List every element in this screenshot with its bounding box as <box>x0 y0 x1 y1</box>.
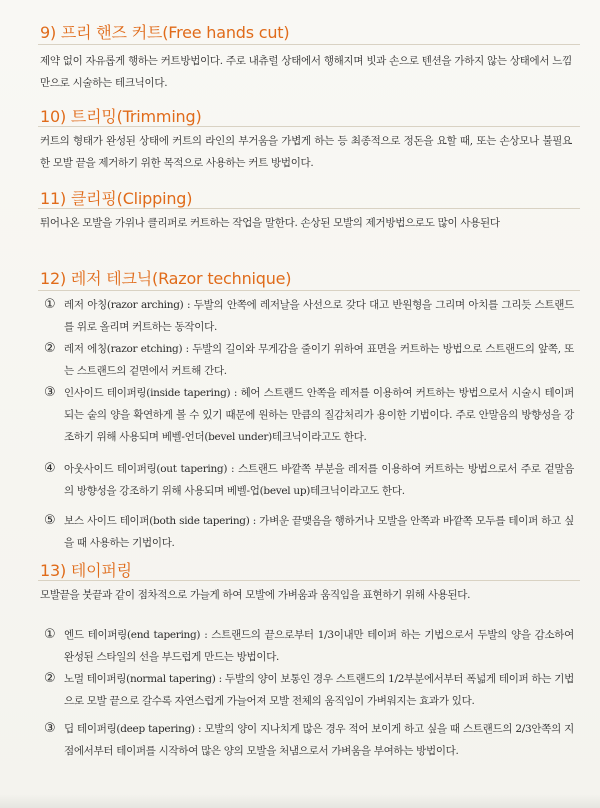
section-divider <box>38 44 580 45</box>
list-item <box>44 338 574 382</box>
list-item <box>44 382 574 448</box>
list-item <box>44 718 574 762</box>
section-divider <box>38 208 580 209</box>
section-divider <box>38 290 580 291</box>
item-number: ② <box>44 671 56 686</box>
section-body-clipping: 튀어나온 모발을 가위나 클리퍼로 커트하는 작업을 말한다. 손상된 모발의 제거방법으로도 많이 사용된다 <box>40 217 500 229</box>
section-divider <box>38 126 580 127</box>
item-text: 노멀 테이퍼링(normal tapering) : 두발의 양이 보통인 경우 스트랜드의 1/2부분에서부터 폭넓게 테이퍼 하는 기법으로 모발 끝으로 갈수록 자연스럽게 가늘어져 모발 전체의 움직임이 가벼워지는 효과가 있다. <box>64 673 574 707</box>
item-number: ④ <box>44 461 56 476</box>
section-body-free-hands-cut: 제약 없이 자유롭게 행하는 커트방법이다. 주로 내츄럴 상태에서 행해지며 빗과 손으로 텐션을 가하지 않는 상태에서 느낌만으로 시술하는 테크닉이다. <box>40 55 572 89</box>
list-item <box>44 458 574 502</box>
list-item <box>44 294 574 338</box>
section-body-trimming: 커트의 형태가 완성된 상태에 커트의 라인의 부거움을 가볍게 하는 등 최종적으로 정돈을 요할 때, 또는 손상모나 불필요한 모발 끝을 제거하기 위한 목적으로 사용하는 커트 방법이다. <box>40 135 572 169</box>
item-number: ③ <box>44 385 56 400</box>
section-title-razor-technique: 12) 레저 테크닉(Razor technique) <box>40 269 292 288</box>
section-body-tapering: 모발끝을 붓끝과 같이 점차적으로 가늘게 하여 모발에 가벼움과 움직임을 표현하기 위해 사용된다. <box>40 589 471 601</box>
section-divider <box>38 580 580 581</box>
item-text: 레저 에칭(razor etching) : 두발의 길이와 무게감을 줄이기 위하여 표면을 커트하는 방법으로 스트랜드의 앞쪽, 또는 스트랜드의 겉면에서 커트해 간다. <box>64 343 574 377</box>
item-number: ② <box>44 341 56 356</box>
item-text: 딥 테이퍼링(deep tapering) : 모발의 양이 지나치게 많은 경우 적어 보이게 하고 싶을 때 스트랜드의 2/3안쪽의 지점에서부터 테이퍼를 시작하여 많은 양의 모발을 처냄으로서 가벼움을 부여하는 방법이다. <box>64 723 574 757</box>
item-number: ① <box>44 297 56 312</box>
list-item <box>44 624 574 668</box>
item-number: ③ <box>44 721 56 736</box>
item-number: ① <box>44 627 56 642</box>
item-text: 보스 사이드 테이퍼(both side tapering) : 가벼운 끝맺음을 행하거나 모발을 안쪽과 바깥쪽 모두를 테이퍼 하고 싶을 때 사용하는 기법이다. <box>64 515 574 549</box>
list-item <box>44 510 574 554</box>
item-text: 아웃사이드 테이퍼링(out tapering) : 스트랜드 바깥쪽 부분을 레저를 이용하여 커트하는 방법으로서 주로 겉말음의 방향성을 강조하기 위해 사용되며 베벨-업(bevel up)테크닉이라고도 한다. <box>64 463 574 497</box>
item-text: 인사이드 테이퍼링(inside tapering) : 헤어 스트랜드 안쪽을 레저를 이용하여 커트하는 방법으로서 시술시 테이퍼 되는 숱의 양을 확연하게 볼 수 있기 때문에 원하는 만큼의 질감처리가 용이한 기법이다. 주로 안말음의 방향성을 강조하기 위해 사용되며 베벨-언더(bevel under)테크닉이라고도 한다. <box>64 387 574 443</box>
page-edge-shadow <box>0 794 600 808</box>
item-text: 엔드 테이퍼링(end tapering) : 스트랜드의 끝으로부터 1/3이내만 테이퍼 하는 기법으로서 두발의 양을 감소하여 완성된 스타일의 선을 부드럽게 만드는 방법이다. <box>64 629 574 663</box>
item-number: ⑤ <box>44 513 56 528</box>
list-item <box>44 668 574 712</box>
section-title-clipping: 11) 클리핑(Clipping) <box>40 189 193 208</box>
section-title-free-hands-cut: 9) 프리 핸즈 커트(Free hands cut) <box>40 23 290 42</box>
section-title-trimming: 10) 트리밍(Trimming) <box>40 107 202 126</box>
item-text: 레저 아칭(razor arching) : 두발의 안쪽에 레저날을 사선으로 갖다 대고 반원형을 그리며 아치를 그리듯 스트랜드를 위로 올리며 커트하는 동작이다. <box>64 299 574 333</box>
section-title-tapering: 13) 테이퍼링 <box>40 561 132 580</box>
